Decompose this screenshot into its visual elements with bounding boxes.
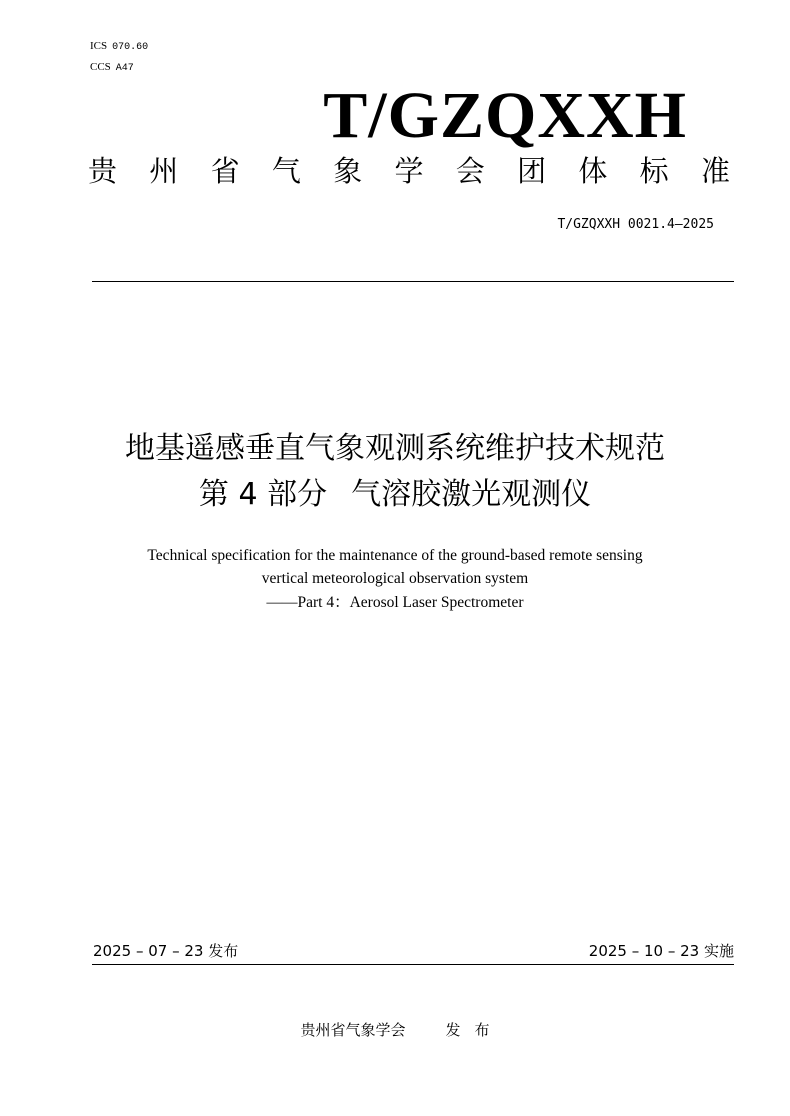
org-type-char: 象	[333, 154, 363, 188]
title-en-line-1: Technical specification for the maintenance of the ground-based remote sensing	[147, 547, 643, 564]
title-cn-part	[0, 474, 790, 516]
publisher-name: 贵州省气象学会	[300, 1021, 406, 1039]
org-type-char: 州	[149, 154, 179, 188]
org-type-char: 气	[271, 154, 301, 188]
title-cn-main: 地基遥感垂直气象观测系统维护技术规范	[125, 431, 665, 466]
org-type-char: 贵	[88, 154, 118, 188]
org-type-char: 团	[517, 154, 547, 188]
publisher-line	[0, 1019, 790, 1041]
org-type-char: 体	[578, 154, 608, 188]
org-type-char: 标	[639, 154, 669, 188]
org-type-char: 学	[394, 154, 424, 188]
ics-code: 070.60	[112, 42, 149, 53]
publisher-action-char: 布	[474, 1021, 490, 1039]
implementation-date: 2025 – 10 – 23 实施	[588, 942, 734, 960]
ccs-label: CCS	[90, 61, 111, 73]
publisher-action	[445, 1021, 489, 1039]
publisher-action-char: 发	[445, 1021, 461, 1039]
org-type-char: 准	[700, 154, 730, 188]
org-type-char: 省	[210, 154, 240, 188]
issue-date: 2025 – 07 – 23 发布	[93, 942, 239, 960]
ics-line	[90, 39, 148, 55]
footer-divider	[92, 964, 734, 965]
ccs-code: A47	[115, 63, 134, 74]
standard-number: T/GZQXXH 0021.4—2025	[557, 217, 714, 232]
title-en-line-3: ——Part 4：Aerosol Laser Spectrometer	[266, 594, 524, 611]
title-cn-part-name: 气溶胶激光观测仪	[351, 477, 592, 512]
org-type-char: 会	[455, 154, 485, 188]
title-cn-part-number: 第 4 部分	[198, 477, 328, 512]
organization-type	[88, 150, 730, 192]
ccs-line	[90, 60, 134, 76]
standard-mark: T/GZQXXH	[323, 79, 687, 152]
header-divider	[92, 281, 734, 282]
title-en-line-2: vertical meteorological observation system	[261, 570, 529, 587]
ics-label: ICS	[90, 40, 108, 52]
